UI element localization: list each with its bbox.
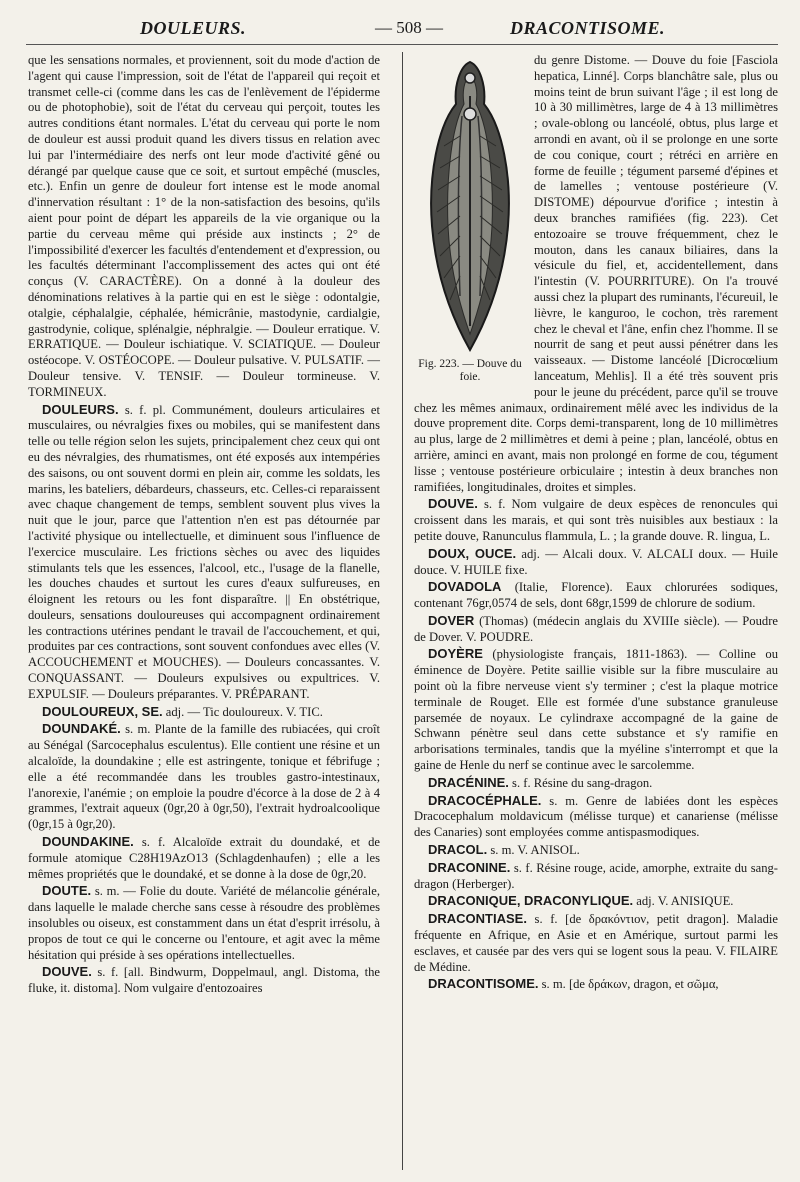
figure-caption: Fig. 223. — Douve du foie. [418,358,522,383]
right-entry-8 [414,842,778,859]
right-entry-10 [414,893,778,910]
entry-text: s. f. Résine rouge, acide, amorphe, extraite du sang-dragon (Herberger). [414,860,778,891]
right-entry-6 [414,775,778,792]
entry-text: s. m. Genre de labiées dont les espèces Dracocephalum moldavicum (mélisse turque) et canariense (mélisse des Canaries) sont employées comme antispasmodiques. [414,793,778,840]
right-entry-4 [414,613,778,646]
entry-text: s. m. [de δράκων, dragon, et σῶμα, [538,977,719,992]
entry-headword: DOUTE. [42,883,92,899]
entry-text: (Italie, Florence). Eaux chlorurées sodiques, contenant 76gr,0574 de sels, dont 68gr,1599 de chlorure de sodium. [414,580,778,611]
liver-fluke-illustration [422,56,518,356]
left-entry-5 [28,883,380,963]
entry-text: s. f. Résine du sang-dragon. [508,775,653,790]
left-entry-1 [28,402,380,703]
right-entry-1 [414,496,778,544]
header-right-word: DRACONTISOME. [510,18,666,38]
entry-text: s. m. V. ANISOL. [487,843,580,858]
entry-headword: DRACONINE. [428,859,511,875]
right-entry-3 [414,579,778,612]
left-entry-0 [28,52,380,401]
entry-text: s. f. pl. Communément, douleurs articulaires et musculaires, ou névralgies fixes ou mobiles, qui se manifestent dans telle ou telle région selon les sujets, principalement chez ceux qui ont eu des névralgies, des rhumatismes, ont été exposés aux intempéries des saisons, ou ont souvent dormi en plein air, comme les soldats, les marins, les bateliers, débardeurs, chasseurs, etc. Celles-ci reparaissent avec chaque changement de temps, semblent souvent plus vives la nuit que le jour, parce que l'attention n'en est pas détournée par l'activité physique ou intellectuelle, et diminuent sous l'influence de l'exercice musculaire. Les frictions sèches ou avec des liquides stimulants tels que les essences, l'alcool, etc., l'usage de la flanelle, les douches chaudes et surtout les cures d'eaux sulfureuses, en éloignent les retours ou les font disparaître. || En obstétrique, douleurs, sensations douloureuses qui accompagnent ordinairement les contractions utérines pendant le travail de l'accouchement, et qui, produites par ces contractions, sont souvent confondues avec elles (V. ACCOUCHEMENT et MOUCHES). — Douleurs concassantes. V. CONQUASSANT. — Douleurs expulsives ou expultrices. V. EXPULSIF. — Douleurs préparantes. V. PRÉPARANT. [28,402,380,701]
page-header [0,14,800,42]
right-entry-12 [414,976,778,993]
page-number: — 508 — [375,18,443,37]
header-rule [26,44,778,45]
entry-text: adj. — Alcali doux. V. ALCALI doux. — Huile douce. V. HUILE fixe. [414,546,778,577]
right-entry-7 [414,793,778,841]
entry-headword: DRACONIQUE, DRACONYLIQUE. [428,893,634,909]
entry-headword: DRACONTISOME. [428,976,539,992]
entry-text: adj. — Tic douloureux. V. TIC. [162,704,323,719]
column-separator [402,52,403,1170]
entry-text: adj. V. ANISIQUE. [633,894,734,909]
entry-headword: DOUVE. [42,964,92,980]
left-entry-3 [28,721,380,833]
right-entry-9 [414,860,778,893]
entry-headword: DOULOUREUX, SE. [42,703,163,719]
entry-text: s. f. Alcaloïde extrait du doundaké, et de formule atomique C28H19AzO13 (Schlagdenhaufen) ; elle a les mêmes propriétés que le doundaké, et se donne à la dose de 0gr,20. [28,835,380,881]
entry-headword: DOUNDAKÉ. [42,721,121,737]
entry-headword: DRACONTIASE. [428,911,527,927]
right-entry-11 [414,911,778,975]
entry-headword: DOULEURS. [42,401,119,417]
entry-headword: DOUVE. [428,496,478,512]
entry-text: s. f. Nom vulgaire de deux espèces de renoncules qui croissent dans les marais, et qui sont très nuisibles aux bestiaux : la petite douve, Ranunculus flammula, L. ; la grande douve. R. lingua, L. [414,497,778,543]
entry-headword: DOUNDAKINE. [42,834,134,850]
entry-text: que les sensations normales, et proviennent, soit du mode d'action de l'agent qui cause l'impression, soit de l'état de l'appareil qui reçoit et transmet celle-ci (comme dans les cas de l'enlèvement de l'épiderme ou de photophobie), soit de l'état du cerveau qui perçoit, toutes les autres conditions étant normales. L'état du cerveau qui porte le nom de douleur est aussi produit quand les divers tissus en relation avec lui par l'intermédiaire des nerfs ont leur mode d'activité gêné ou dérangé par quelque cause que ce soit, et surtout empêché (muscles, etc.). Enfin un genre de douleur fort intense est le mode anomal d'innervation résultant : 1° de la non-satisfaction des besoins, qu'ils aient pour point de départ les appareils de la vie organique ou la partie du cerveau même qui préside aux instincts ; 2° de l'impossibilité d'exercer les facultés d'entendement et d'expression, ou les facultés déterminant l'accomplissement des actes qui ont été conçus (V. CARACTÈRE). On a donné à la douleur des dénominations relatives à la partie qui en est le siège : odontalgie, otalgie, céphalalgie, céphalée, hémicrânie, mastodynie, cardialgie, gastrodynie, colique, splénalgie, néphralgie. — Douleur erratique. V. ERRATIQUE. — Douleur ischiatique. V. SCIATIQUE. — Douleur ostéocope. V. OSTÉOCOPE. — Douleur pulsative. V. PULSATIF. — Douleur tensive. V. TENSIF. — Douleur tormineuse. V. TORMINEUX. [28,53,380,399]
entry-headword: DOUX, OUCE. [428,545,517,561]
left-entry-2 [28,704,380,721]
entry-text: s. m. — Folie du doute. Variété de mélancolie générale, dans laquelle le malade cherche sans cesse à résoudre des problèmes insolubles ou oiseux, est constamment dans un état d'esprit irrésolu, à propos de tout ce qui le concerne ou l'entoure, et agit avec la même hésitation qui préside à ses opérations intellectuelles. [28,884,380,962]
right-column [414,52,778,994]
entry-headword: DRACÉNINE. [428,774,509,790]
entry-headword: DRACOCÉPHALE. [428,792,542,808]
left-column [28,52,380,998]
entry-text: s. f. [de δρακόντιον, petit dragon]. Maladie fréquente en Afrique, en Asie et en Amérique, surtout parmi les esclaves, et causée par des vers qui se logent sous la peau. V. FILAIRE de Médine. [414,912,778,974]
left-entry-6 [28,964,380,997]
right-entry-2 [414,546,778,579]
entry-headword: DOVADOLA [428,579,502,595]
entry-text: s. m. Plante de la famille des rubiacées, qui croît au Sénégal (Sarcocephalus esculentus). Elle contient une résine et un alcaloïde, la doundakine ; elle est astringente, tonique et fébrifuge ; elle a été recommandée dans les troubles gastro-intestinaux, l'anorexie, l'anémie ; on emploie la poudre d'écorce à la dose de 2 à 4 grammes, l'extrait aqueux (0gr,20 à 0gr,50), l'extrait hydroalcoolique (0gr,15 à 0gr,20). [28,722,380,832]
entry-text: (Thomas) (médecin anglais du XVIIIe siècle). — Poudre de Dover. V. POUDRE. [414,613,778,644]
header-left-word: DOULEURS. [140,18,247,38]
entry-headword: DRACOL. [428,842,488,858]
entry-headword: DOYÈRE [428,646,483,662]
entry-text: (physiologiste français, 1811-1863). — Colline ou éminence de Doyère. Petite saillie visible sur la fibre musculaire au point où la fibre nerveuse vient s'y terminer ; c'est la plaque motrice terminale de Rouget. Elle est formée d'une substance granuleuse parsemée de noyaux. Le cylindraxe accompagné de la gaine de Schwann pénètre seul dans cette substance et s'y ramifie en arborisations terminales, tandis que la myéline s'interrompt et que la gaine de Henle du nerf se continue avec le sarcolemme. [414,647,778,773]
left-entry-4 [28,834,380,882]
right-entry-5 [414,646,778,773]
entry-headword: DOVER [428,612,475,628]
entry-text: s. f. [all. Bindwurm, Doppelmaul, angl. Distoma, the fluke, it. distoma]. Nom vulgaire d'entozoaires [28,965,380,996]
fluke-figure [414,56,526,384]
entry-text: du genre Distome. — Douve du foie [Fasciola hepatica, Linné]. Corps blanchâtre sale, plus ou moins teint de brun suivant l'âge ; il est long de 10 à 30 millimètres, large de 4 à 13 millimètres ; ovale-oblong ou lancéolé, obtus, plus large et arrondi en avant, où il se prolonge en une sorte de cou conique, court ; rétréci en arrière en forme de feuille ; tégument parsemé d'épines et de lamelles ; ventouse postérieure (V. DISTOME) dépourvue d'orifice ; intestin à deux branches ramifiées (fig. 223). Cet entozoaire se trouve fréquemment, chez le mouton, dans les canaux biliaires, dans la vésicule du fiel, et, accidentellement, dans l'intestin (V. POURRITURE). On l'a trouvé aussi chez la plupart des ruminants, l'écureuil, le lièvre, le kanguroo, le cochon, très rarement chez le cheval et l'âne, enfin chez l'homme. Il se nourrit de sang et peut aussi pénétrer dans les vaisseaux. — Distome lancéolé [Dicrocœlium lanceatum, Mehlis]. Il a été très souvent pris pour le jeune du précédent, parce qu'il se trouve chez les mêmes animaux, ordinairement mêlé avec les individus de la douve proprement dite. Corps demi-transparent, long de 10 millimètres au plus, large de 2 millimètres et demi à peine ; plan, lancéolé, obtus en arrière, aminci en avant, mais non prolongé en forme de cou, tégument lisse ; ventouse postérieure orbiculaire ; intestin à deux branches non ramifiées, longitudinales, droites et simples. [414,53,778,494]
